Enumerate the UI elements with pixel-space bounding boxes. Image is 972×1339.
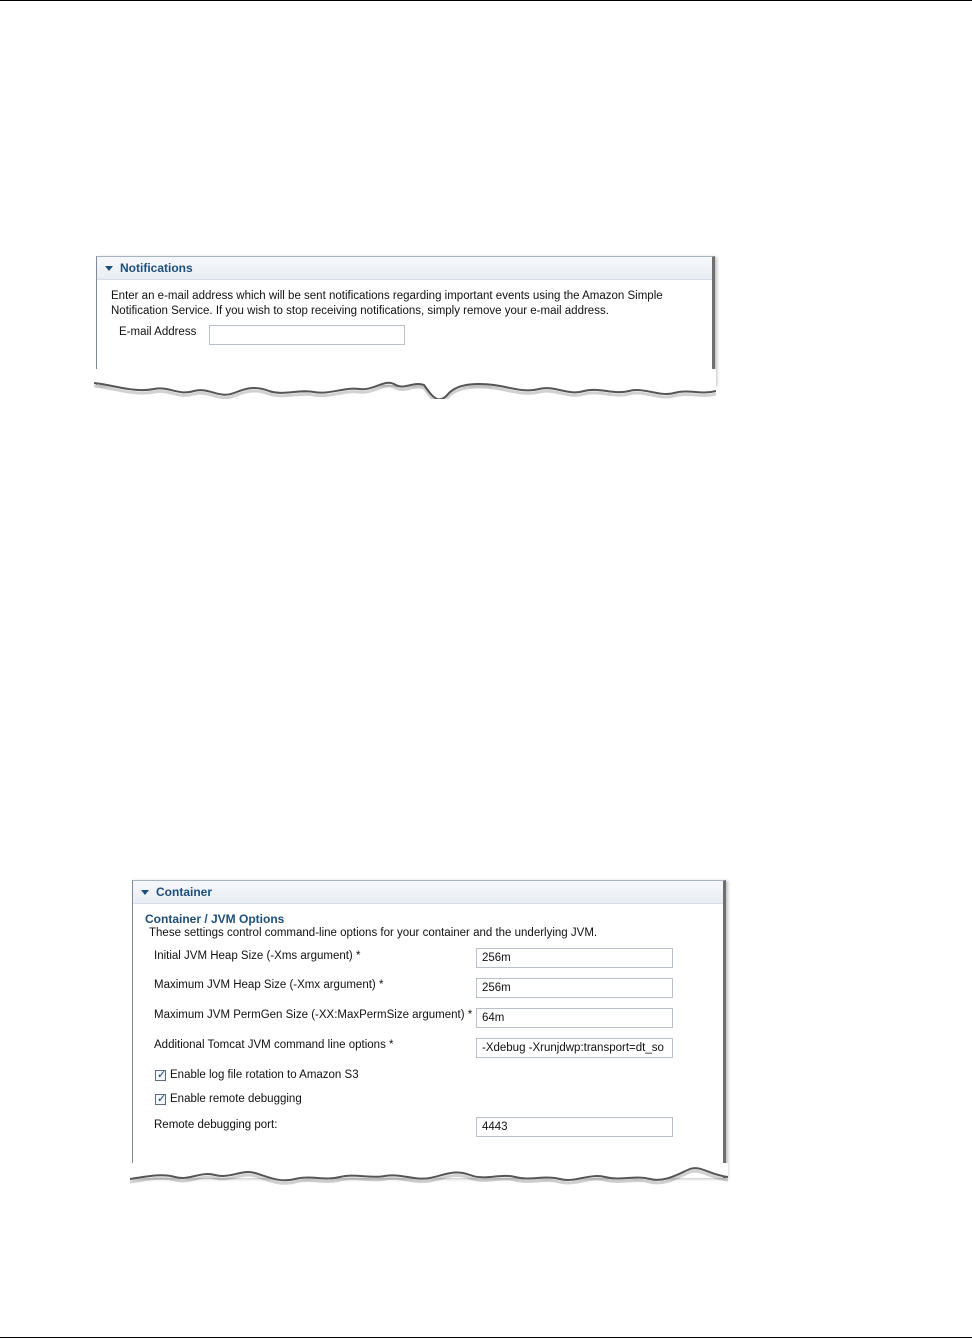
max-heap-label: Maximum JVM Heap Size (-Xmx argument) * [154, 979, 384, 991]
container-description: These settings control command-line options for your container and the underlying JVM. [149, 927, 598, 939]
expand-triangle-icon[interactable] [105, 266, 113, 271]
tomcat-options-field[interactable] [476, 1038, 673, 1058]
remote-debugging-checkbox[interactable] [155, 1094, 166, 1105]
container-subtitle: Container / JVM Options [145, 912, 285, 926]
email-label: E-mail Address [119, 326, 197, 338]
page-top-rule [0, 0, 972, 1]
debug-port-field[interactable] [476, 1117, 673, 1137]
expand-triangle-icon[interactable] [141, 890, 149, 895]
notifications-title: Notifications [120, 261, 193, 275]
permgen-field[interactable] [476, 1008, 673, 1028]
container-panel [132, 880, 726, 1178]
container-section-header[interactable] [133, 881, 723, 904]
email-field[interactable] [209, 325, 405, 345]
notifications-section-header[interactable] [97, 257, 712, 280]
torn-edge [130, 1163, 728, 1193]
log-rotation-checkbox[interactable] [155, 1070, 166, 1081]
tomcat-options-label: Additional Tomcat JVM command line options * [154, 1039, 394, 1051]
initial-heap-field[interactable] [476, 948, 673, 968]
remote-debugging-label[interactable]: Enable remote debugging [170, 1093, 302, 1105]
debug-port-label: Remote debugging port: [154, 1119, 278, 1131]
checkmark-icon: ✓ [157, 1092, 167, 1105]
container-title: Container [156, 885, 213, 899]
checkmark-icon: ✓ [157, 1068, 167, 1081]
page-bottom-rule [0, 1337, 972, 1338]
torn-edge [94, 369, 716, 399]
notifications-panel [96, 256, 715, 385]
notifications-description: Enter an e-mail address which will be sent notifications regarding important events using the Amazon Simple Notification Service. If you wish to stop receiving notifications, simply remove your e-mail address. [111, 290, 663, 317]
initial-heap-label: Initial JVM Heap Size (-Xms argument) * [154, 950, 361, 962]
permgen-label: Maximum JVM PermGen Size (-XX:MaxPermSize argument) * [154, 1009, 473, 1021]
max-heap-field[interactable] [476, 978, 673, 998]
log-rotation-label[interactable]: Enable log file rotation to Amazon S3 [170, 1069, 359, 1081]
